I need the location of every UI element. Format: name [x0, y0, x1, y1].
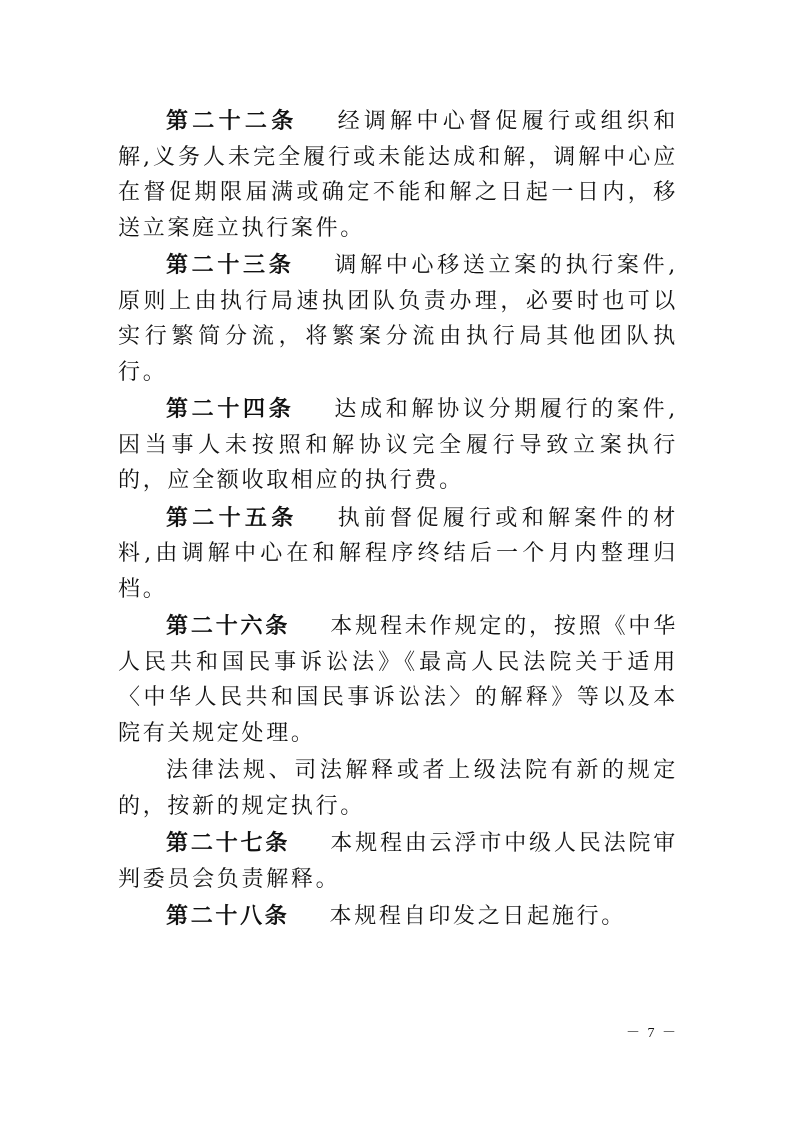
article-text: 调解中心移送立案的执行案件,原则上由执行局速执团队负责办理，必要时也可以实行繁简分流，将繁案分流由执行局其他团队执行。 [118, 253, 678, 385]
page-number: － 7 － [626, 1026, 678, 1041]
article-heading: 第二十八条 [166, 904, 290, 929]
article-text: 执前督促履行或和解案件的材料,由调解中心在和解程序终结后一个月内整理归档。 [118, 505, 678, 602]
article-heading: 第二十四条 [166, 397, 295, 422]
article-23 [118, 248, 678, 390]
article-text: 本规程由云浮市中级人民法院审判委员会负责解释。 [118, 831, 678, 892]
article-text: 经调解中心督促履行或组织和解,义务人未完全履行或未能达成和解，调解中心应在督促期限届满或确定不能和解之日起一日内，移送立案庭立执行案件。 [118, 109, 678, 241]
article-text: 本规程自印发之日起施行。 [329, 904, 626, 929]
article-25 [118, 501, 678, 608]
article-26 [118, 609, 678, 751]
supplementary-note: 法律法规、司法解释或者上级法院有新的规定的，按新的规定执行。 [118, 758, 678, 819]
article-text: 达成和解协议分期履行的案件,因当事人未按照和解协议完全履行导致立案执行的，应全额收取相应的执行费。 [118, 397, 678, 493]
article-heading: 第二十三条 [166, 253, 295, 278]
document-body [118, 104, 678, 937]
article-text: 本规程未作规定的，按照《中华人民共和国民事诉讼法》《最高人民法院关于适用〈中华人民共和国民事诉讼法〉的解释》等以及本院有关规定处理。 [118, 614, 678, 746]
article-27 [118, 826, 678, 897]
article-heading: 第二十二条 [166, 109, 298, 134]
article-22 [118, 104, 678, 246]
article-24 [118, 392, 678, 499]
article-heading: 第二十五条 [166, 505, 298, 531]
article-28 [118, 899, 678, 935]
article-heading: 第二十六条 [166, 614, 291, 639]
article-heading: 第二十七条 [166, 831, 291, 856]
